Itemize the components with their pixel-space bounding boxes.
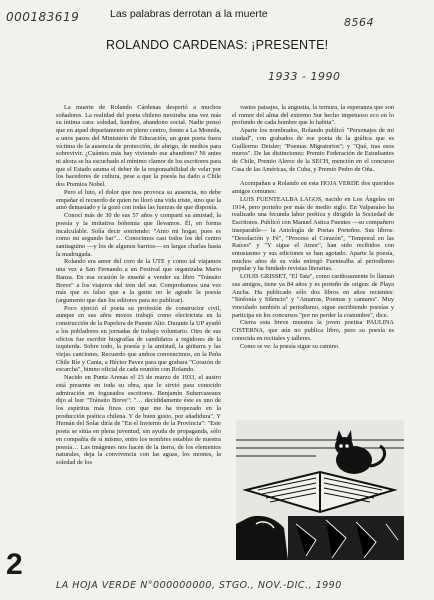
archive-number-handwritten: 000183619 xyxy=(6,10,80,24)
left-paragraph: Nacido en Punta Arenas el 23 de marzo de 1933, el austro está presente en toda su obra, que le sirvió para conocido admiración en fogueados escritores. Benjamín Subercaseaux dijo al leer "Tránsito Breve": "… decididamente éste es uno de los espíritus más finos con que me ha tropezado en la producción poética chilena. Y de buen gusto, por añadidura". Y Hernán del Solar diría de "En el Invierno de la Provincia": "Este poeta se sitúa en plena juventud, sin ayuda de propaganda, sólo en compañía de sí mismo, entre los nombres estables de nuestra poesía… Las imágenes nos hacen de la tierra, de los elementos naturales, deja la convivencia con las aguas, los montes, la soledad de los xyxy=(56,374,221,467)
year-range-handwritten: 1933 - 1990 xyxy=(268,70,341,83)
column-left xyxy=(56,104,221,467)
column-right xyxy=(232,104,394,350)
ground-texture xyxy=(288,516,404,560)
archive-code-handwritten: 8564 xyxy=(344,16,374,29)
right-paragraph: Acompañan a Rolando en esta HOJA VERDE dos queridos amigos comunes: xyxy=(232,180,394,196)
right-paragraph: LUIS FUENTEALBA LAGOS, nacido en Los Ángeles en 1914, pero porteño por más de medio siglo. En Valparaíso ha realizado una fecunda labor poética y dirigido la Sociedad de Escritores. Publicó con Manuel Astica Fuentes —su compañero inseparable— la Antología de Poetas Porteños. Sus libros: "Desolación y Fé", "Proceso al Corazón", "Temporal en las Raíces" y "Y sigue el Amor", han sido recibidos con entusiasmo y sus ediciones se han agotado. Aparte la poesía, muchos años de su vida entregó Fuentealba al periodismo popular y ha fundado revistas literarias. xyxy=(232,195,394,273)
right-paragraph xyxy=(232,173,394,180)
right-paragraph: LOUIS GRISSET, "El Tata", como cariñosamente lo llaman sus amigos, tiene ya 84 años y es porteño de origen: de Playa Ancha. Ha publicado sólo dos libros en años recientes: "Sinfonía y Silencio" y "Amarras, Poemas y cantares". Muy vinculado también al periodismo, sigue escribiendo poesías y participa en los concursos "por no perder la costumbre", dice. xyxy=(232,273,394,319)
headline: ROLANDO CARDENAS: ¡PRESENTE! xyxy=(106,38,329,52)
right-paragraph: Aparte los nombrados, Rolando publicó "Personajes de mi ciudad", con grabados de ese poeta de la gráfica que es Guillermo Deisler; "Poemas Migratorios"; y "Qué, tras esos muros". De las distinciones: Premio Federación de Estudiantes de Chile, Premio Alerce de la SECH, mención en el concurso Casa de las Américas, de Cuba, y Premio Pedro de Oña. xyxy=(232,127,394,173)
left-paragraph: Rolando era amor del coro de la UTE y como tal viajamos una vez a San Fernando a un Festival que organizaba Mario Banza. En esa ocasión le enseñé a vender su libro "Tránsito Breve" a los viajeros del tren del sur. Comprobamos una vez más que es falso que a la gente no le agrade la poesía (argumento que dan los editores para no publicar). xyxy=(56,258,221,304)
left-paragraph: La muerte de Rolando Cárdenas despertó a muchos soñadores. La realidad del poeta chileno mostraba una vez más su íntima cara: soledad, hambre, abandono social. Nadie pensó que en aquel departamento en pleno centro, frente a La Moneda, a unos pasos del Ministerio de Educación, un gran poeta fuera víctima de la ausencia de protección, de abrigo, de medios para sobrevivir. ¿Cuántos más hay viviendo ese abandono? Ni antes ni ahora se ha escuchado el mínimo clamor de los escritores para que el Estado asuma el deber de la responsabilidad de velar por los hacedores de cultura, pese a que la poesía ha dado a Chile dos Premios Nobel. xyxy=(56,104,221,189)
left-paragraph: Poco ejerció el poeta su profesión de constructor civil, aunque en sus años mozos trabajó como electricista en la construcción de la Papelera de Puente Alto. Durante la UP ayudó a los pobladores en jornadas de trabajo voluntario. Otro de sus oficios fue escribir biografías de candidatos a regidores de la izquierda. Sobre todo, la poesía y la amistad, la guitarra y las viejas canciones. Recuerdo que ambos convencimos, en la Peña Chile Ríe y Canta, a Héctor Pavez para que grabara "Corazón de escarcha", himno oficial de cada reunión con Rolando. xyxy=(56,304,221,374)
right-paragraph: vastos paisajes, la angustia, la ternura, la esperanza que son el rumor del alma del extremo Sur hecho impetuoso eco en lo profundo de cada hombre que lo habita". xyxy=(232,104,394,127)
page-number: 2 xyxy=(6,548,23,581)
left-paragraph: Pero el luto, el dolor que nos provoca su ausencia, no debe empañar el recuerdo de quien no lloró una vida triste, sino que la amó demasiado y la gozó con todas las fuerzas de que disponía. xyxy=(56,188,221,212)
right-paragraph: Como se ve: la poesía sigue su camino. xyxy=(240,342,340,350)
woodcut-illustration xyxy=(236,420,404,560)
left-paragraph: Conocí más de 30 de sus 57 años y compartí su amistad, la poesía y la imitativa bohemia que llevamos. Él, en forma incalculable. Solía decir sonriendo: "Amo mi hogar, pues es como mi segundo bar"… Conocimos casi todos los del centro santiaguino —y los de algunos barrios— en largas charlas hasta la madrugada. xyxy=(56,212,221,258)
kicker: Las palabras derrotan a la muerte xyxy=(110,8,268,20)
right-paragraph: Cierra esta breve muestra la joven poetisa PAULINA CISTERNA, que aún no publica libro, pero su poesía es conocida en recitales y talleres. xyxy=(232,319,394,342)
footer-handwritten: LA HOJA VERDE N°000000000, STGO., NOV.-DIC., 1990 xyxy=(56,580,342,591)
